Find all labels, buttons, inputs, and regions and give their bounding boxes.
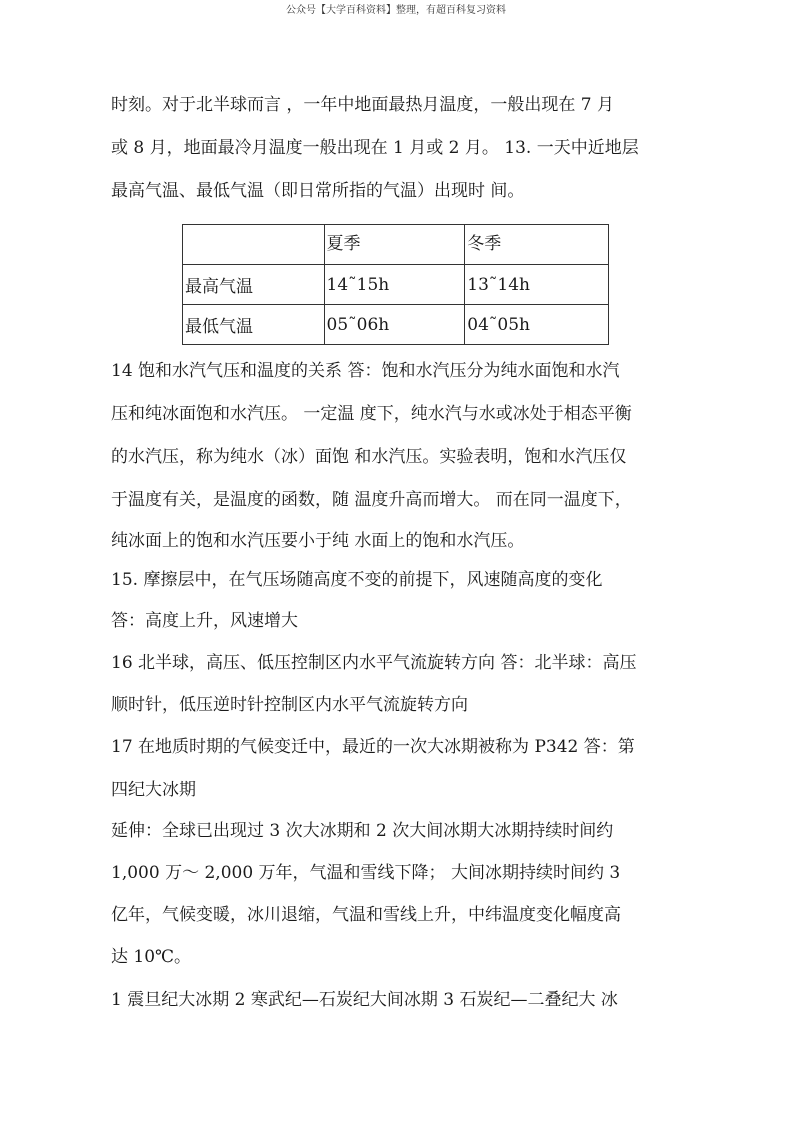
temperature-time-table	[182, 224, 609, 345]
body-line: 16 北半球，高压、低压控制区内水平气流旋转方向 答：北半球：高压	[111, 653, 637, 673]
table-cell: 13˜14h	[465, 265, 609, 305]
body-line: 顺时针，低压逆时针控制区内水平气流旋转方向	[111, 695, 468, 715]
table-cell: 14˜15h	[324, 265, 465, 305]
table-header-cell: 冬季	[465, 225, 609, 265]
table-row	[183, 265, 609, 305]
body-line: 1,000 万～ 2,000 万年，气温和雪线下降； 大间冰期持续时间约 3	[111, 863, 621, 883]
body-line: 最高气温、最低气温（即日常所指的气温）出现时 间。	[111, 181, 525, 201]
body-line: 亿年，气候变暖，冰川退缩，气温和雪线上升，中纬温度变化幅度高	[111, 905, 621, 925]
body-line: 14 饱和水汽气压和温度的关系 答：饱和水汽压分为纯水面饱和水汽	[111, 361, 620, 381]
table-cell: 05˜06h	[324, 305, 465, 345]
body-line: 四纪大冰期	[111, 780, 196, 800]
table-header-cell: 夏季	[324, 225, 465, 265]
page-header: 公众号【大学百科资料】整理，有超百科复习资料	[286, 5, 506, 16]
body-line: 纯冰面上的饱和水汽压要小于纯 水面上的饱和水汽压。	[111, 531, 525, 551]
body-line: 时刻。对于北半球而言 ，一年中地面最热月温度，一般出现在 7 月	[111, 95, 615, 115]
body-line: 延伸：全球已出现过 3 次大冰期和 2 次大间冰期大冰期持续时间约	[111, 821, 614, 841]
body-line: 于温度有关，是温度的函数，随 温度升高而增大。 而在同一温度下，	[111, 490, 632, 510]
body-line: 压和纯冰面饱和水汽压。 一定温 度下，纯水汽与水或冰处于相态平衡	[111, 404, 632, 424]
table-cell: 最低气温	[183, 305, 325, 345]
table-header-row	[183, 225, 609, 265]
body-line: 15. 摩擦层中，在气压场随高度不变的前提下，风速随高度的变化	[111, 570, 603, 590]
table-cell: 最高气温	[183, 265, 325, 305]
body-line: 或 8 月，地面最冷月温度一般出现在 1 月或 2 月。 13. 一天中近地层	[111, 138, 639, 158]
body-line: 的水汽压，称为纯水（冰）面饱 和水汽压。实验表明，饱和水汽压仅	[111, 447, 627, 467]
body-line: 答：高度上升，风速增大	[111, 611, 298, 631]
table-header-cell	[183, 225, 325, 265]
body-line: 17 在地质时期的气候变迁中，最近的一次大冰期被称为 P342 答：第	[111, 737, 635, 757]
body-line: 达 10℃。	[111, 947, 192, 967]
table-row	[183, 305, 609, 345]
body-line: 1 震旦纪大冰期 2 寒武纪—石炭纪大间冰期 3 石炭纪—二叠纪大 冰	[111, 990, 618, 1010]
table-cell: 04˜05h	[465, 305, 609, 345]
